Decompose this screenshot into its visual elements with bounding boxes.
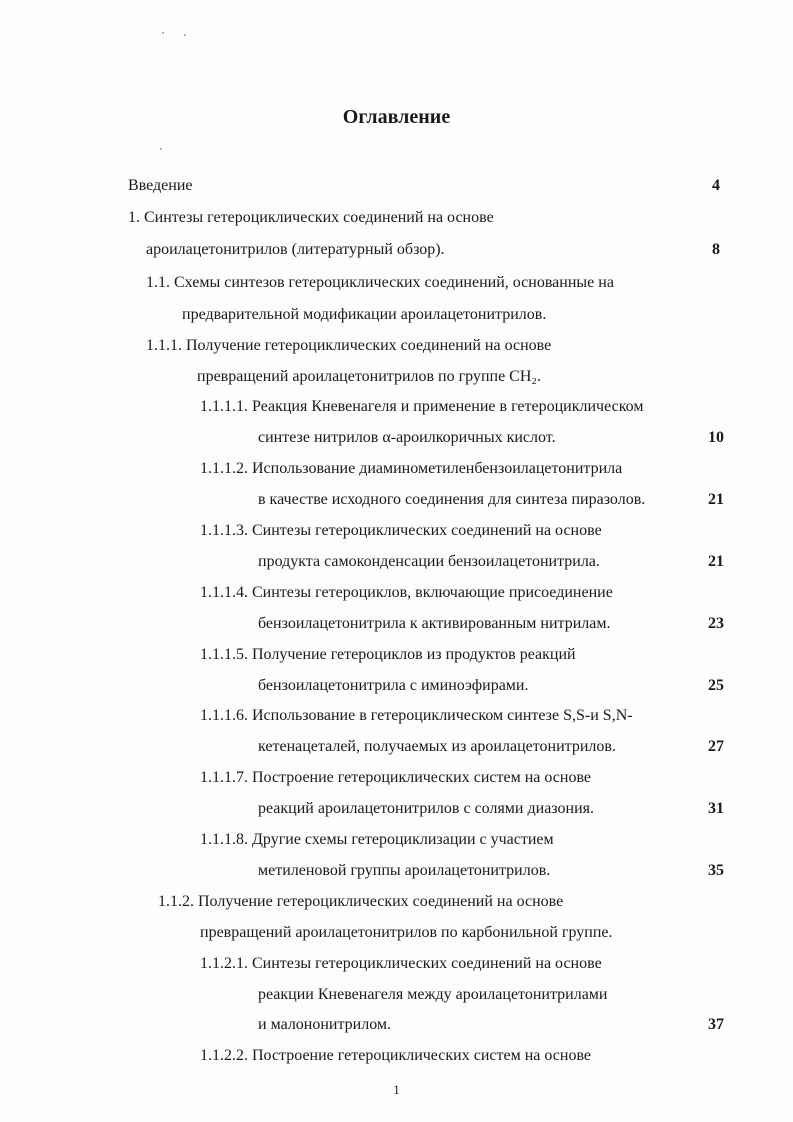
page-title: Оглавление: [342, 106, 451, 128]
toc-entry: 1.1.1.5. Получение гетероциклов из продуктов реакций: [200, 646, 576, 663]
toc-page-number: 4: [712, 177, 720, 194]
toc-entry: бензоилацетонитрила к активированным нитрилам.: [258, 615, 611, 632]
toc-entry: 1.1.1.4. Синтезы гетероциклов, включающие присоединение: [200, 584, 613, 601]
toc-entry: 1.1. Схемы синтезов гетероциклических соединений, основанные на: [146, 274, 614, 291]
toc-page-number: 21: [708, 491, 724, 508]
toc-entry: 1.1.1.8. Другие схемы гетероциклизации с участием: [200, 831, 554, 848]
toc-entry: 1.1.2.1. Синтезы гетероциклических соединений на основе: [200, 955, 602, 972]
toc-entry: 1.1.1.6. Использование в гетероциклическом синтезе S,S-и S,N-: [200, 707, 633, 724]
toc-entry: и малононитрилом.: [258, 1016, 392, 1033]
toc-entry: в качестве исходного соединения для синтеза пиразолов.: [258, 491, 646, 508]
toc-entry: 1.1.1. Получение гетероциклических соединений на основе: [146, 337, 552, 354]
toc-entry: 1.1.2. Получение гетероциклических соединений на основе: [158, 893, 564, 910]
scan-speck: [184, 34, 186, 36]
toc-page-number: 23: [708, 615, 724, 632]
toc-entry: 1.1.1.7. Построение гетероциклических систем на основе: [200, 769, 592, 786]
toc-page-number: 35: [708, 862, 724, 879]
toc-entry: 1.1.1.2. Использование диаминометиленбензоилацетонитрила: [200, 460, 623, 477]
toc-entry: синтезе нитрилов α-ароилкоричных кислот.: [258, 429, 556, 446]
scan-speck: [160, 148, 162, 150]
toc-entry: реакций ароилацетонитрилов с солями диазония.: [258, 800, 595, 817]
toc-entry: продукта самоконденсации бензоилацетонитрила.: [258, 553, 600, 570]
toc-entry: метиленовой группы ароилацетонитрилов.: [258, 862, 551, 879]
toc-entry: кетенацеталей, получаемых из ароилацетонитрилов.: [258, 738, 616, 755]
toc-page-number: 10: [708, 429, 724, 446]
toc-page-number: 37: [708, 1016, 724, 1033]
toc-page-number: 21: [708, 553, 724, 570]
toc-entry: 1. Синтезы гетероциклических соединений на основе: [128, 209, 494, 226]
page-number: 1: [393, 1082, 400, 1097]
toc-entry: предварительной модификации ароилацетонитрилов.: [182, 306, 547, 323]
toc-entry: 1.1.1.1. Реакция Кневенагеля и применение в гетероциклическом: [200, 398, 644, 415]
toc-page-number: 25: [708, 677, 724, 694]
toc-entry: превращений ароилацетонитрилов по группе CH₂.: [197, 368, 541, 385]
scan-speck: [162, 32, 164, 34]
toc-entry: Введение: [128, 177, 193, 194]
toc-entry: 1.1.2.2. Построение гетероциклических систем на основе: [200, 1047, 592, 1064]
toc-entry: бензоилацетонитрила с иминоэфирами.: [258, 677, 529, 694]
toc-entry: реакции Кневенагеля между ароилацетонитрилами: [258, 986, 608, 1003]
toc-entry: превращений ароилацетонитрилов по карбонильной группе.: [200, 924, 613, 941]
toc-page-number: 27: [708, 738, 724, 755]
toc-entry: ароилацетонитрилов (литературный обзор).: [146, 241, 445, 258]
toc-page-number: 31: [708, 800, 724, 817]
toc-page-number: 8: [712, 241, 720, 258]
toc-entry: 1.1.1.3. Синтезы гетероциклических соединений на основе: [200, 522, 602, 539]
